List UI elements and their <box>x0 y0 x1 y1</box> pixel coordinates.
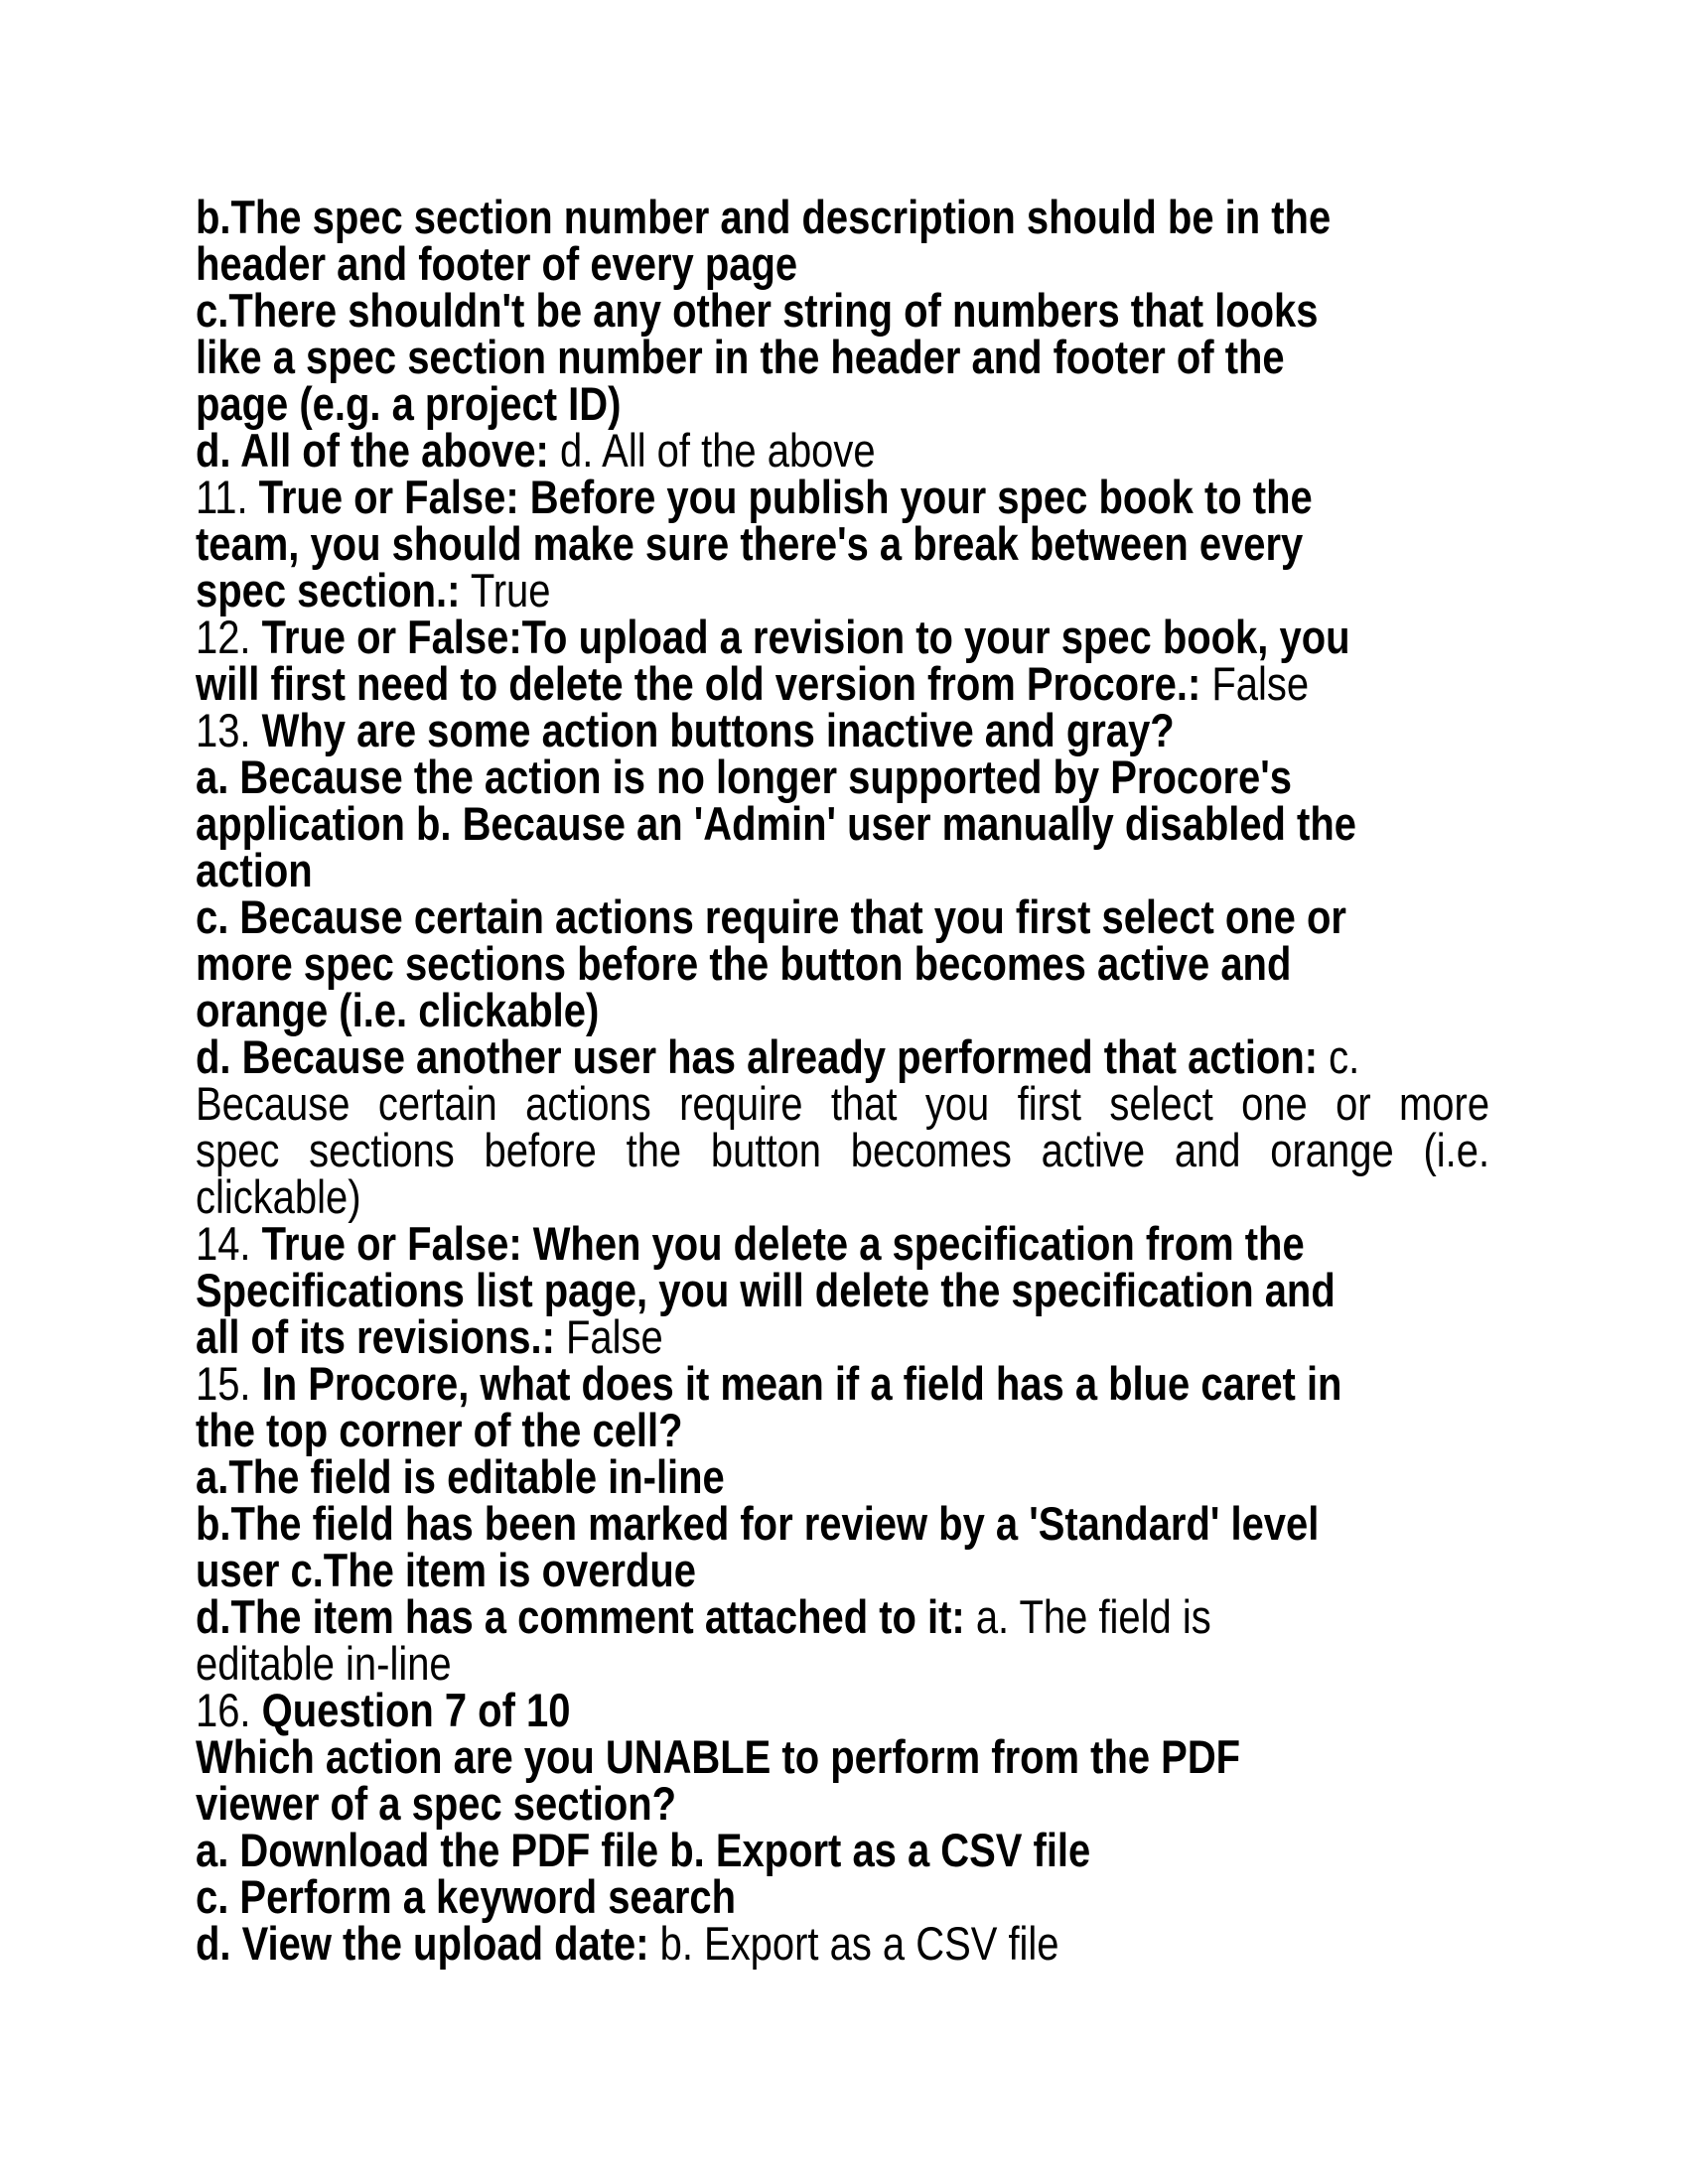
text-line <box>196 797 1489 850</box>
text-segment: 15. <box>196 1357 262 1410</box>
text-line <box>196 471 1489 523</box>
text-segment: 12. <box>196 611 262 663</box>
text-line <box>196 1217 1489 1270</box>
text-line <box>196 704 1489 756</box>
text-line <box>196 1777 1489 1830</box>
text-line <box>196 191 1489 243</box>
text-segment: d. All of the above <box>548 424 876 477</box>
text-line <box>196 1404 1489 1456</box>
text-segment: 13. <box>196 704 262 756</box>
text-segment: 16. <box>196 1684 262 1736</box>
text-line <box>196 1077 1490 1130</box>
text-segment: a. Download the PDF file b. Export as a CSV file <box>196 1824 1091 1876</box>
text-line <box>196 1590 1489 1643</box>
text-line <box>196 1497 1489 1550</box>
text-segment: d. View the upload date: <box>196 1917 649 1970</box>
document-text-block <box>196 191 1490 1970</box>
text-segment: True <box>460 564 551 616</box>
text-line <box>196 1030 1489 1083</box>
text-segment: a. Because the action is no longer supported by Procore's <box>196 751 1292 803</box>
text-line <box>196 1730 1489 1783</box>
text-line <box>196 611 1489 663</box>
text-line <box>196 331 1489 383</box>
text-segment: Why are some action buttons inactive and gray? <box>261 704 1175 756</box>
text-segment: b.The field has been marked for review by a 'Standard' level <box>196 1497 1320 1550</box>
text-segment: Question 7 of 10 <box>261 1684 571 1736</box>
text-segment: application b. Because an 'Admin' user manually disabled the <box>196 797 1356 850</box>
text-segment: True or False: Before you publish your spec book to the <box>258 471 1313 523</box>
text-segment: d. All of the above: <box>196 424 549 477</box>
text-segment: spec sections before the button becomes active and orange (i.e. <box>196 1124 1490 1176</box>
text-segment: c. Because certain actions require that you first select one or <box>196 890 1346 943</box>
text-line <box>196 1684 1489 1736</box>
text-segment: header and footer of every page <box>196 237 798 290</box>
text-line <box>196 284 1489 337</box>
text-line <box>196 890 1489 943</box>
text-segment: True or False:To upload a revision to your spec book, you <box>261 611 1350 663</box>
text-line <box>196 1544 1489 1596</box>
text-segment: will first need to delete the old version from Procore.: <box>196 657 1201 710</box>
text-segment: a. The field is <box>964 1590 1211 1643</box>
text-line <box>196 984 1489 1036</box>
text-segment: spec section.: <box>196 564 461 616</box>
text-segment: True or False: When you delete a specification from the <box>261 1217 1305 1270</box>
text-line <box>196 377 1489 430</box>
text-segment: page (e.g. a project ID) <box>196 377 622 430</box>
text-segment: Because certain actions require that you first select one or more <box>196 1077 1490 1130</box>
text-segment: action <box>196 844 313 896</box>
text-segment: 11. <box>196 471 259 523</box>
text-segment: c. <box>1318 1030 1360 1083</box>
text-segment: b.The spec section number and description should be in the <box>196 191 1332 243</box>
text-segment: c. Perform a keyword search <box>196 1870 737 1923</box>
text-line <box>196 424 1489 477</box>
text-line <box>196 1870 1489 1923</box>
text-line <box>196 1264 1489 1316</box>
text-line <box>196 1170 1489 1223</box>
text-line <box>196 844 1489 896</box>
text-segment: False <box>1200 657 1310 710</box>
text-line <box>196 1637 1489 1690</box>
text-segment: a.The field is editable in-line <box>196 1450 725 1503</box>
text-segment: 14. <box>196 1217 262 1270</box>
text-segment: In Procore, what does it mean if a field has a blue caret in <box>261 1357 1342 1410</box>
text-segment: all of its revisions.: <box>196 1310 555 1363</box>
text-line <box>196 937 1489 990</box>
text-line <box>196 1450 1489 1503</box>
text-segment: more spec sections before the button becomes active and <box>196 937 1292 990</box>
text-line <box>196 517 1489 570</box>
text-segment: team, you should make sure there's a break between every <box>196 517 1304 570</box>
text-line <box>196 1917 1489 1970</box>
text-segment: orange (i.e. clickable) <box>196 984 600 1036</box>
text-segment: clickable) <box>196 1170 361 1223</box>
text-line <box>196 564 1489 616</box>
text-segment: Specifications list page, you will delete the specification and <box>196 1264 1336 1316</box>
text-segment: b. Export as a CSV file <box>648 1917 1059 1970</box>
text-line <box>196 751 1489 803</box>
text-segment: c.There shouldn't be any other string of numbers that looks <box>196 284 1319 337</box>
text-segment: d.The item has a comment attached to it: <box>196 1590 965 1643</box>
text-line <box>196 1310 1489 1363</box>
text-segment: False <box>554 1310 663 1363</box>
text-line <box>196 1124 1490 1176</box>
text-segment: viewer of a spec section? <box>196 1777 677 1830</box>
text-segment: editable in-line <box>196 1637 452 1690</box>
text-segment: Which action are you UNABLE to perform from the PDF <box>196 1730 1241 1783</box>
text-line <box>196 657 1489 710</box>
text-segment: the top corner of the cell? <box>196 1404 683 1456</box>
text-segment: d. Because another user has already performed that action: <box>196 1030 1319 1083</box>
text-line <box>196 237 1489 290</box>
text-line <box>196 1357 1489 1410</box>
text-segment: like a spec section number in the header and footer of the <box>196 331 1285 383</box>
text-line <box>196 1824 1489 1876</box>
text-segment: user c.The item is overdue <box>196 1544 697 1596</box>
